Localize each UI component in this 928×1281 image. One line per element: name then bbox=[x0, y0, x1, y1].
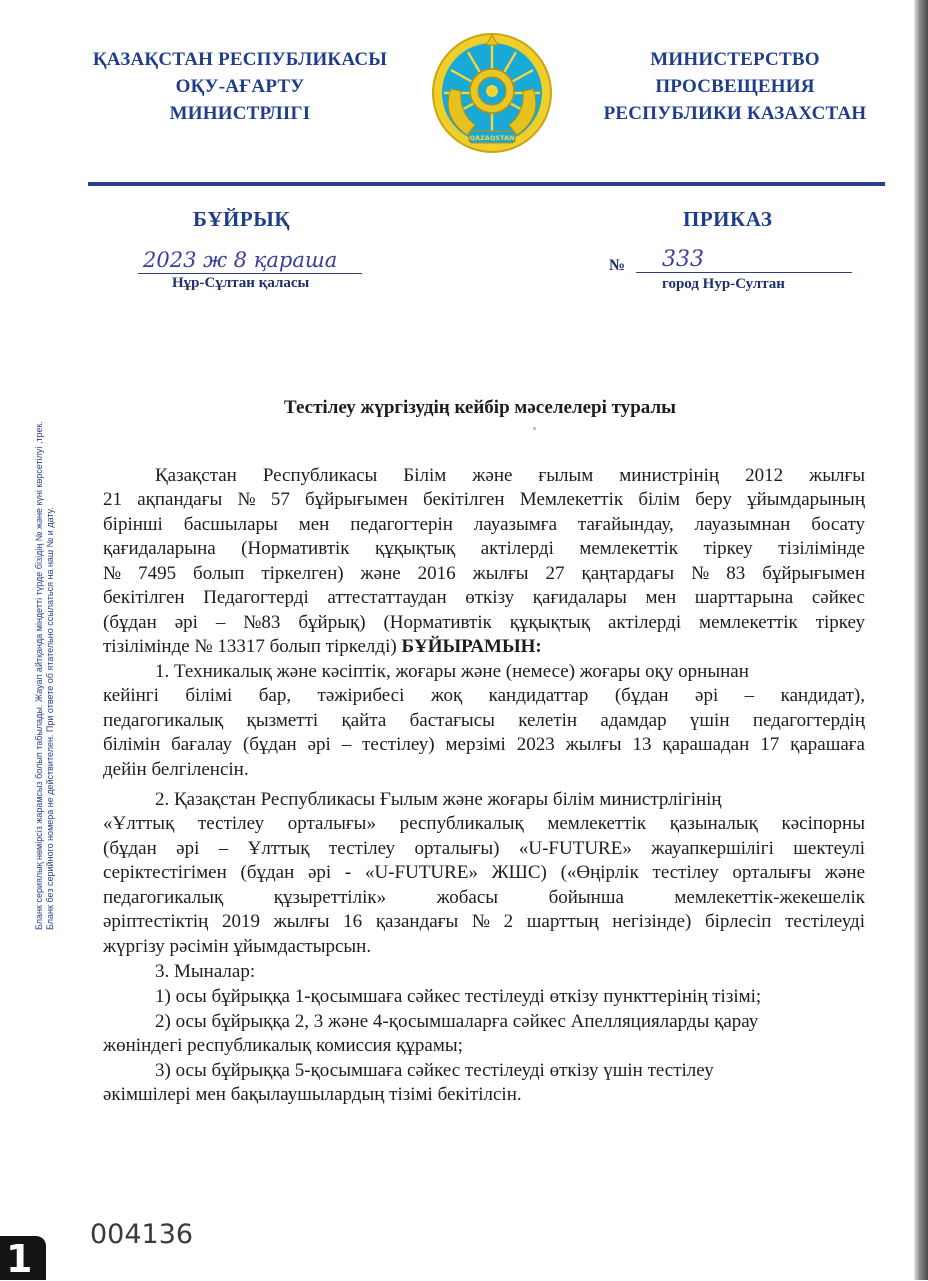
city-ru: город Нур-Султан bbox=[662, 276, 785, 292]
item-2-line: 2. Қазақстан Республикасы Ғылым және жоғары білім министрлігінің bbox=[155, 789, 722, 810]
ministry-ru-line-3: РЕСПУБЛИКИ КАЗАХСТАН bbox=[603, 103, 867, 124]
preamble-last-line bbox=[103, 635, 542, 659]
side-notice-ru: Бланк без серийного номера не действителен. При ответе об ятательно ссылаться на наш № и дату. bbox=[45, 507, 55, 930]
subitem-3-line: 3) осы бұйрыққа 5-қосымшаға сәйкес тестілеуді өткізу үшін тестілеу bbox=[155, 1060, 714, 1081]
preamble-line: (бұдан әрі – №83 бұйрық) (Нормативтік құқықтық актілерді мемлекеттік тіркеу bbox=[103, 612, 865, 633]
order-title-ru: ПРИКАЗ bbox=[683, 207, 773, 231]
page-edge bbox=[914, 0, 928, 1280]
item-2-line: (бұдан әрі – Ұлттық тестілеу орталығы) «U-FUTURE» жауапкершілігі шектеулі bbox=[103, 838, 865, 859]
item-2-line: «Ұлттық тестілеу орталығы» республикалық мемлекеттік қазыналық кәсіпорны bbox=[103, 813, 865, 834]
item-2-line: әріптестіктің 2019 жылғы 16 қазандағы № 2 шарттың негізінде) бірлесіп тестілеуді bbox=[103, 911, 865, 932]
ministry-kz-line-2: ОҚУ-АҒАРТУ bbox=[175, 76, 305, 97]
city-kz: Нұр-Сұлтан қаласы bbox=[172, 275, 310, 291]
preamble-line: қағидаларына (Нормативтік құқықтық актілерді мемлекеттік тіркеу тізілімінде bbox=[103, 538, 865, 559]
ministry-name-ru bbox=[590, 46, 880, 127]
item-2-line: серіктестігімен (бұдан әрі - «U-FUTURE» ЖШС) («Өңірлік тестілеу орталығы және bbox=[103, 862, 865, 883]
preamble-line: тізілімінде № 13317 болып тіркелді) bbox=[103, 636, 397, 657]
number-sign: № bbox=[609, 257, 626, 274]
number-underline bbox=[636, 272, 852, 273]
item-2-line: жүргізу рәсімін ұйымдастырсын. bbox=[103, 936, 372, 957]
preamble-line: бірінші басшылары мен педагогтерін лауазымға тағайындау, лауазымнан босату bbox=[103, 514, 865, 535]
item-1-line: кейінгі білімі бар, тәжірибесі жоқ кандидаттар (бұдан әрі – кандидат), bbox=[103, 685, 865, 706]
side-notice-kz: Бланк сериялық нөмірсіз жарамсыз болып табылады. Жауап айтқанда міндетті түрде бізідің № және күнi көрсетілуі ,трек. bbox=[34, 421, 44, 930]
document-title: Тестілеу жүргізудің кейбір мәселелері туралы bbox=[284, 397, 676, 418]
date-underline bbox=[138, 273, 362, 274]
preamble-line: бекітілген Педагогтерді аттестаттаудан өткізу қағидалары мен шарттарына сәйкес bbox=[103, 587, 865, 608]
state-emblem-icon bbox=[431, 31, 553, 155]
subitem-1: 1) осы бұйрыққа 1-қосымшаға сәйкес тестілеуді өткізу пункттерінің тізімі; bbox=[155, 986, 762, 1007]
blank-serial-number: 004136 bbox=[90, 1219, 194, 1250]
item-2-line: педагогикалық құзыреттілік» жобасы бойынша мемлекеттік-жекешелік bbox=[103, 887, 865, 908]
page-badge-number: 1 bbox=[6, 1237, 33, 1281]
preamble-line: 21 ақпандағы № 57 бұйрығымен бекітілген Мемлекеттік білім беру ұйымдарының bbox=[103, 489, 865, 510]
preamble-line: № 7495 болып тіркелген) және 2016 жылғы 27 қаңтардағы № 83 бұйрығымен bbox=[103, 563, 865, 584]
ordering-word: БҰЙЫРАМЫН: bbox=[401, 636, 542, 657]
item-1-line: педагогикалық қызметті қайта бастағысы келетін адамдар үшін педагогтердің bbox=[103, 710, 865, 731]
header-divider bbox=[88, 182, 885, 186]
ministry-name-kz bbox=[60, 46, 420, 127]
ministry-kz-line-3: МИНИСТРЛІГІ bbox=[169, 103, 311, 124]
svg-text:QAZAQSTAN: QAZAQSTAN bbox=[469, 134, 515, 142]
ministry-ru-line-1: МИНИСТЕРСТВО bbox=[650, 49, 820, 70]
scan-speck bbox=[533, 427, 536, 430]
subitem-3-line: әкімшілері мен бақылаушылардың тізімі бекітілсін. bbox=[103, 1084, 522, 1105]
item-1-line: білімін бағалау (бұдан әрі – тестілеу) мерзімі 2023 жылғы 13 қарашадан 17 қарашаға bbox=[103, 734, 865, 755]
side-notice bbox=[34, 340, 56, 930]
ministry-kz-line-1: ҚАЗАҚСТАН РЕСПУБЛИКАСЫ bbox=[92, 49, 388, 70]
subitem-2-line: жөніндегі республикалық комиссия құрамы; bbox=[103, 1035, 463, 1056]
subitem-2-line: 2) осы бұйрыққа 2, 3 және 4-қосымшаларға сәйкес Апелляцияларды қарау bbox=[155, 1011, 759, 1032]
ministry-ru-line-2: ПРОСВЕЩЕНИЯ bbox=[655, 76, 815, 97]
preamble-line: Қазақстан Республикасы Білім және ғылым министрінің 2012 жылғы bbox=[155, 465, 865, 486]
handwritten-order-number: 333 bbox=[662, 247, 704, 272]
handwritten-date: 2023 ж 8 қараша bbox=[143, 248, 338, 272]
item-3-heading: 3. Мыналар: bbox=[155, 961, 256, 982]
order-title-kz: БҰЙРЫҚ bbox=[193, 207, 291, 231]
item-1-line: дейін белгіленсін. bbox=[103, 759, 249, 780]
item-1-line: 1. Техникалық және кәсіптік, жоғары және (немесе) жоғары оқу орнынан bbox=[155, 661, 749, 682]
